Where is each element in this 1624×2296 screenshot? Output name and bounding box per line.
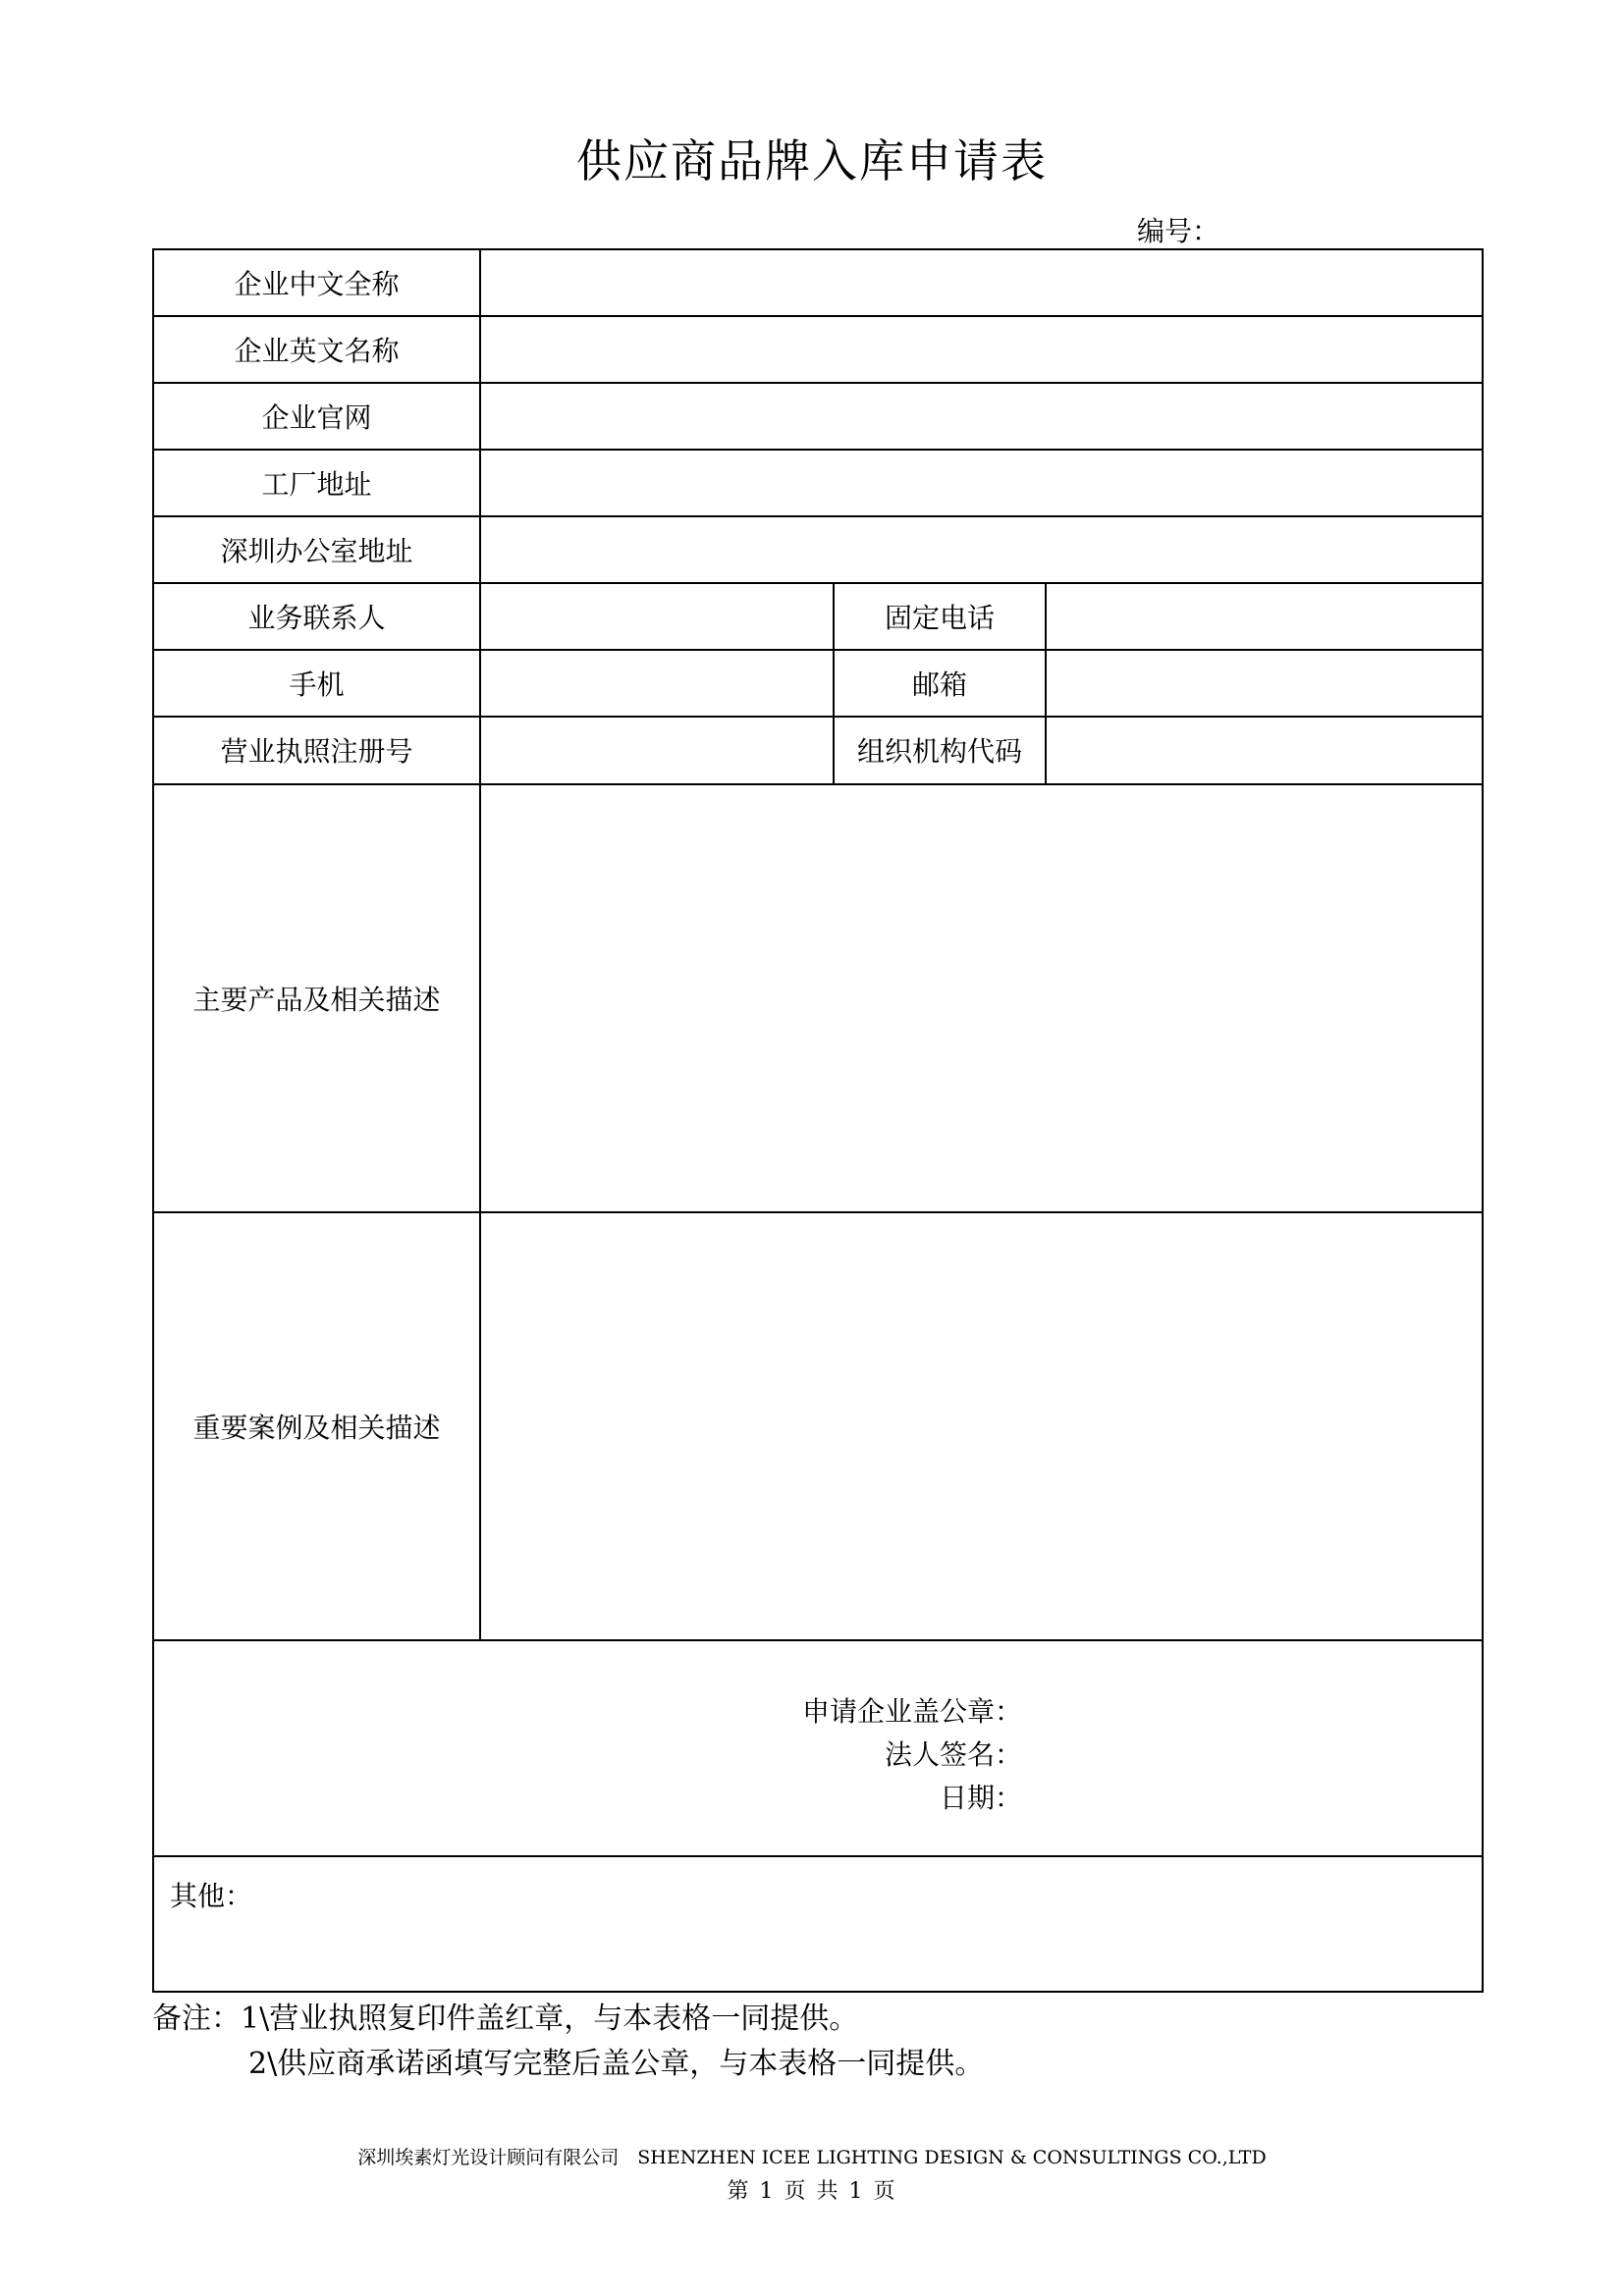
form-number-label: 编号： <box>1137 215 1220 247</box>
business-contact-label: 业务联系人 <box>153 583 480 650</box>
business-license-label: 营业执照注册号 <box>153 717 480 783</box>
landline-field[interactable] <box>1046 583 1483 650</box>
footer-company: 深圳埃素灯光设计顾问有限公司 SHENZHEN ICEE LIGHTING DESIGN & CONSULTINGS CO.,LTD <box>357 2147 1267 2168</box>
main-products-field[interactable] <box>480 784 1483 1212</box>
factory-address-field[interactable] <box>480 450 1483 516</box>
note-line-1: 备注：1\营业执照复印件盖红章，与本表格一同提供。 <box>152 2002 859 2036</box>
main-products-label: 主要产品及相关描述 <box>153 784 480 1212</box>
date-label: 日期： <box>940 1782 1023 1815</box>
organization-code-field[interactable] <box>1046 717 1483 783</box>
note-line-2: 2\供应商承诺函填写完整后盖公章，与本表格一同提供。 <box>248 2047 985 2081</box>
key-cases-field[interactable] <box>480 1212 1483 1640</box>
email-label: 邮箱 <box>834 650 1046 717</box>
shenzhen-office-address-label: 深圳办公室地址 <box>153 516 480 583</box>
application-form-table <box>152 248 1484 1993</box>
company-en-name-label: 企业英文名称 <box>153 316 480 383</box>
business-contact-field[interactable] <box>480 583 834 650</box>
page-title: 供应商品牌入库申请表 <box>576 134 1048 187</box>
company-en-name-field[interactable] <box>480 316 1483 383</box>
business-license-field[interactable] <box>480 717 834 783</box>
landline-label: 固定电话 <box>834 583 1046 650</box>
website-field[interactable] <box>480 383 1483 450</box>
other-section[interactable] <box>153 1856 1483 1992</box>
other-label: 其他： <box>170 1879 253 1912</box>
footer-page-number: 第 1 页 共 1 页 <box>727 2179 897 2204</box>
key-cases-label: 重要案例及相关描述 <box>153 1212 480 1640</box>
organization-code-label: 组织机构代码 <box>834 717 1046 783</box>
notes-section <box>152 1997 984 2087</box>
seal-signature-section[interactable] <box>153 1640 1483 1855</box>
website-label: 企业官网 <box>153 383 480 450</box>
factory-address-label: 工厂地址 <box>153 450 480 516</box>
company-cn-name-label: 企业中文全称 <box>153 249 480 316</box>
company-seal-label: 申请企业盖公章： <box>802 1695 1023 1729</box>
mobile-field[interactable] <box>480 650 834 717</box>
mobile-label: 手机 <box>153 650 480 717</box>
company-cn-name-field[interactable] <box>480 249 1483 316</box>
shenzhen-office-address-field[interactable] <box>480 516 1483 583</box>
email-field[interactable] <box>1046 650 1483 717</box>
legal-signature-label: 法人签名： <box>885 1738 1023 1772</box>
